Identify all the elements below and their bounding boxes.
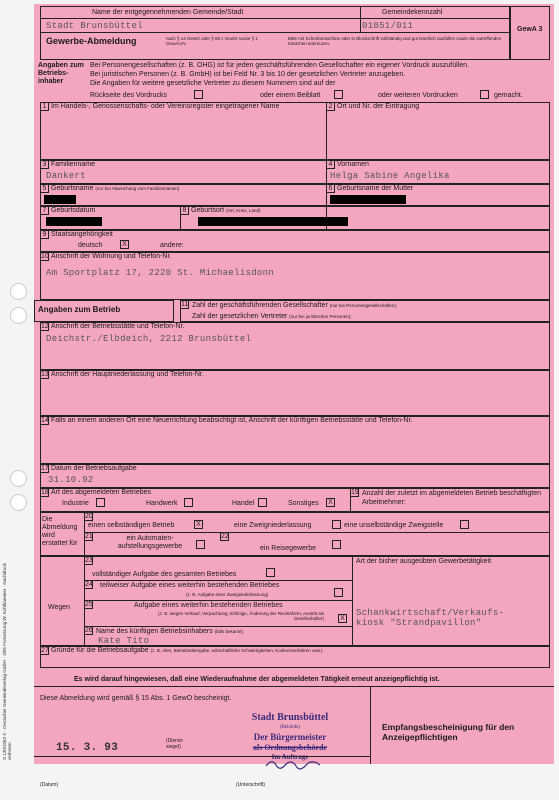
gemeinde-value[interactable]: Stadt Brunsbüttel bbox=[46, 21, 143, 31]
legal-ref: nach § 14 GewO oder § 55 c GewO sowie § 1 GewAnzV bbox=[166, 36, 258, 46]
stamp-buergermeister: Der Bürgermeister bbox=[253, 732, 327, 742]
field-24-label: teilweiser Aufgabe eines weiterhin bestehenden Betriebes bbox=[100, 582, 280, 589]
handwerk-checkbox[interactable] bbox=[184, 498, 193, 507]
handel-checkbox[interactable] bbox=[258, 498, 267, 507]
datum-label: (Datum) bbox=[40, 782, 59, 788]
form-code-box bbox=[510, 6, 550, 60]
familienname-value[interactable]: Dankert bbox=[46, 171, 86, 181]
field-2-label: Ort und Nr. der Eintragung bbox=[337, 103, 420, 110]
fields-3-4-box bbox=[40, 160, 550, 184]
erstattet-label: Die Abmeldung wird erstattet für bbox=[42, 516, 78, 547]
punch-hole bbox=[10, 470, 27, 487]
field-14-label: Falls an einem anderen Ort eine Neuerrichtung beabsichtigt ist, Anschrift der künftigen Betriebsstätte und Telefon-Nr. bbox=[51, 417, 413, 424]
stamp-behoerde: (Behörde) bbox=[279, 725, 301, 730]
zweigstelle-checkbox[interactable] bbox=[460, 520, 469, 529]
field-17-label: Datum der Betriebsaufgabe bbox=[51, 465, 137, 472]
field-8-label: Geburtsort (Ort, Kreis, Land) bbox=[191, 207, 261, 214]
ausgeuebt-value-2[interactable]: kiosk "Strandpavillon" bbox=[356, 618, 482, 628]
automaten-checkbox[interactable] bbox=[196, 540, 205, 549]
vollstaendig-checkbox[interactable] bbox=[266, 568, 275, 577]
redaction-geburtsort bbox=[198, 217, 348, 226]
wiederaufnahme-notice: Es wird darauf hingewiesen, daß eine Wiederaufnahme der abgemeldeten Tätigkeit erneut anzeigepflichtig ist. bbox=[74, 676, 440, 683]
deutsch-label: deutsch bbox=[78, 242, 103, 249]
punch-hole bbox=[10, 494, 27, 511]
redaction-geburtsname bbox=[44, 195, 76, 204]
wohnung-value[interactable]: Am Sportplatz 17, 2220 St. Michaelisdonn bbox=[46, 268, 275, 278]
beiblatt-label: oder einem Beiblatt bbox=[260, 92, 321, 99]
field-4-label: Vornamen bbox=[337, 161, 369, 168]
fields-1-2-box bbox=[40, 102, 550, 160]
field-9-label: Staatsangehörigkeit bbox=[51, 231, 113, 238]
field-3-label: Familienname bbox=[51, 161, 95, 168]
side-print: S 130/1063 X · Deutscher Gemeindeverlag GmbH · 3/85 Fortsetzung W. Kohlhammer · Nachdruck verboten bbox=[2, 563, 12, 760]
intro-line3: Die Angaben für weitere gesetzliche Vertreter zu diesem Nummern sind auf der bbox=[90, 80, 336, 87]
field-20c-label: eine unselbständige Zweigstelle bbox=[344, 522, 444, 529]
gewerbe-abmeldung-form: GewA 3 Name der entgegennehmenden Gemeinde/Stadt Gemeindekennzahl Stadt Brunsbüttel 01051/011 Gewerbe-Abmeldung nach § 14 GewO oder § 55 c GewO sowie § 1 GewAnzV Bitte mit Schreibmaschine oder in Blockschrift vollständig und gut leserlich ausfüllen sowie die zutreffenden Kästchen ankreuzen. Angaben zum Betriebs-inhaber Bei Personengesellschaften (z. B. OHG) ist für jeden geschäftsführenden Gesellschafter ein eigener Vordruck auszufüllen. Bei juristischen Personen (z. B. GmbH) ist bei Feld Nr. 3 bis 10 der gesetzlichen Vertreter anzugeben. Die Angaben für weitere gesetzliche Vertreter zu diesem Nummern sind auf der Rückseite des Vordrucks oder einem Beiblatt oder weiteren Vordrucken gemacht. 1 Im Handels-, Genossenschafts- oder Vereinsregister eingetragener Name 2 Ort und Nr. der Eintragung 3 Familienname Dankert 4 Vornamen Helga Sabine Angelika 5 Geburtsname (nur bei Abweichung vom Familiennamen) 6 Geburtsname der Mutter 7 Geburtsdatum 8 Geburtsort (Ort, Kreis, Land) 9 Staatsangehörigkeit deutsch X andere: 10 Anschrift der Wohnung und Telefon-Nr. Am Sportplatz 17, 2220 St. Michaelisdonn Angaben zum Betrieb 11 Zahl der geschäftsführenden Gesellschafter (nur bei Personengesellschaften); Zahl der gesetzlichen Vertreter (nur bei juristischen Personen); 12 Anschrift der Betriebsstätte und Telefon-Nr. Deichstr./Elbdeich, 2212 Brunsbüttel 13 Anschrift der Hauptniederlassung und Telefon-Nr. 14 Falls an einem anderen Ort eine Neuerrichtung beabsichtigt ist, Anschrift der künftigen Betriebsstätte und Telefon-Nr. 17 Datum der Betriebsaufgabe 31.10.92 18 Art des abgemeldeten Betriebes Industrie Handwerk Handel Sonstiges X 19 Anzahl der zuletzt im abgemeldeten Betrieb beschäftigten Arbeitnehmer: Die Abmeldung wird erstattet für 20 einen selbständigen Betrieb X eine Zweigniederlassung eine unselbständige Zweigstelle 21 ein Automaten-aufstellungsgewerbe 22 ein Reisegewerbe Wegen 23 vollständiger Aufgabe des gesamten Betriebes 24 teilweiser Aufgabe eines weiterhin bestehenden Betriebes (z. B. Aufgabe einer Zweigniederlassung) 25 Aufgabe eines weiterhin bestehenden Betriebes (z. B. wegen Verkauf, Verpachtung, Erbfolge, Änderung der Rechtsform, Austritt als Gesellschafter) X Art der bisher ausgeübten Gewerbetätigkeit Schankwirtschaft/Verkaufs- kiosk "Strandpavillon" 26 Name des künftigen Betriebsinhabers (falls bekannt) Kate Tito 27 Gründe für die Betriebsaufgabe (z. B. Alter, Betriebsübergabe, wirtschaftliche Schwierigkeiten, Konkursverfahren usw.) Es wird darauf hingewiesen, daß eine Wiederaufnahme der abgemeldeten Tätigkeit erneut anzeigepflichtig ist. Diese Abmeldung wird gemäß § 15 Abs. 1 GewO bescheinigt. 15. 3. 93 (Dienst-siegel) Stadt Brunsbüttel (Behörde) Der Bürgermeister als Ordnungsbehörde Im Auftrage Empfangsbescheinigung für den Anzeigepflichtigen bbox=[34, 4, 554, 764]
field-25-label: Aufgabe eines weiterhin bestehenden Betriebes bbox=[134, 602, 283, 609]
field-26-label: Name des künftigen Betriebsinhabers (falls bekannt) bbox=[96, 628, 243, 635]
punch-hole bbox=[10, 307, 27, 324]
field-25-note: (z. B. wegen Verkauf, Verpachtung, Erbfolge, Änderung der Rechtsform, Austritt als Gesellschafter) bbox=[158, 611, 324, 621]
field-23-label: vollständiger Aufgabe des gesamten Betriebes bbox=[92, 571, 237, 578]
field-9-box bbox=[40, 230, 550, 252]
industrie-label: Industrie bbox=[62, 500, 89, 507]
redaction-geburtsdatum bbox=[46, 217, 102, 226]
unterschrift-label: (Unterschrift) bbox=[236, 782, 265, 788]
field-19-label: Anzahl der zuletzt im abgemeldeten Betrieb beschäftigten Arbeitnehmer: bbox=[362, 490, 541, 506]
field-27-label: Gründe für die Betriebsaufgabe (z. B. Alter, Betriebsübergabe, wirtschaftliche Schwierigkeiten, Konkursverfahren usw.) bbox=[51, 647, 323, 654]
form-title: Gewerbe-Abmeldung bbox=[46, 36, 137, 46]
field-5-label: Geburtsname (nur bei Abweichung vom Familiennamen) bbox=[51, 185, 180, 192]
dienstsiegel-label: (Dienst-siegel) bbox=[166, 738, 184, 750]
betriebsstaette-value[interactable]: Deichstr./Elbdeich, 2212 Brunsbüttel bbox=[46, 334, 252, 344]
rueckseite-label: Rückseite des Vordrucks bbox=[90, 92, 168, 99]
intro-line2: Bei juristischen Personen (z. B. GmbH) ist bei Feld Nr. 3 bis 10 der gesetzlichen Vertreter anzugeben. bbox=[90, 71, 406, 78]
handel-label: Handel bbox=[232, 500, 255, 507]
reisegewerbe-checkbox[interactable] bbox=[332, 540, 341, 549]
zweigniederlassung-checkbox[interactable] bbox=[332, 520, 341, 529]
selbstaendig-checkbox[interactable]: X bbox=[194, 520, 203, 529]
bescheinigung-text: Diese Abmeldung wird gemäß § 15 Abs. 1 GewO bescheinigt. bbox=[40, 695, 232, 702]
wegen-label: Wegen bbox=[48, 604, 71, 611]
field-11a-label: Zahl der geschäftsführenden Gesellschafter (nur bei Personengesellschaften); bbox=[192, 302, 398, 309]
field-21-label: ein Automaten-aufstellungsgewerbe bbox=[117, 535, 183, 550]
stadt-stamp: Stadt Brunsbüttel bbox=[251, 712, 329, 723]
industrie-checkbox[interactable] bbox=[96, 498, 105, 507]
ausgeuebt-label: Art der bisher ausgeübten Gewerbetätigkeit bbox=[356, 558, 492, 565]
stamp-ordnungsbehoerde: als Ordnungsbehörde bbox=[252, 743, 328, 752]
redaction-mutter bbox=[330, 195, 406, 204]
andere-label: andere: bbox=[160, 242, 184, 249]
field-6-label: Geburtsname der Mutter bbox=[337, 185, 414, 192]
field-13-label: Anschrift der Hauptniederlassung und Telefon-Nr. bbox=[51, 371, 204, 378]
empfangsbescheinigung-title: Empfangsbescheinigung für den Anzeigepflichtigen bbox=[382, 722, 515, 742]
stamp-auftrage: Im Auftrage bbox=[271, 753, 309, 761]
handwerk-label: Handwerk bbox=[146, 500, 178, 507]
kennzahl-value[interactable]: 01051/011 bbox=[362, 21, 414, 31]
field-20b-label: eine Zweigniederlassung bbox=[234, 522, 312, 529]
intro-line1: Bei Personengesellschaften (z. B. OHG) ist für jeden geschäftsführenden Gesellschafter ein eigener Vordruck auszufüllen. bbox=[90, 62, 469, 69]
beiblatt-checkbox[interactable] bbox=[334, 90, 343, 99]
field-20a-label: einen selbständigen Betrieb bbox=[88, 522, 175, 529]
field-12-label: Anschrift der Betriebsstätte und Telefon-Nr. bbox=[51, 323, 185, 330]
gemacht-label: gemacht. bbox=[494, 92, 523, 99]
field-11b-label: Zahl der gesetzlichen Vertreter (nur bei juristischen Personen); bbox=[192, 313, 352, 320]
sonstiges-label: Sonstiges bbox=[288, 500, 319, 507]
vornamen-value[interactable]: Helga Sabine Angelika bbox=[330, 171, 450, 181]
kuenftiger-inhaber-value[interactable]: Kate Tito bbox=[98, 636, 150, 646]
kennzahl-label: Gemeindekennzahl bbox=[382, 9, 443, 16]
stamp-date: 15. 3. 93 bbox=[56, 742, 119, 754]
rueckseite-checkbox[interactable] bbox=[194, 90, 203, 99]
field-7-label: Geburtsdatum bbox=[51, 207, 96, 214]
inhaber-side-label: Angaben zum Betriebs-inhaber bbox=[38, 62, 84, 85]
field-24-note: (z. B. Aufgabe einer Zweigniederlassung) bbox=[186, 592, 269, 597]
field-1-label: Im Handels-, Genossenschafts- oder Vereinsregister eingetragener Name bbox=[51, 103, 280, 110]
form-instruction: Bitte mit Schreibmaschine oder in Blockschrift vollständig und gut leserlich ausfüllen sowie die zutreffenden Kästchen ankreuzen. bbox=[288, 36, 502, 46]
teilweise-checkbox[interactable] bbox=[334, 588, 343, 597]
field-18-label: Art des abgemeldeten Betriebes bbox=[51, 489, 152, 496]
form-code: GewA 3 bbox=[517, 26, 543, 33]
punch-hole bbox=[10, 283, 27, 300]
weitere-checkbox[interactable] bbox=[480, 90, 489, 99]
signature-mark bbox=[264, 756, 324, 770]
gemeinde-label: Name der entgegennehmenden Gemeinde/Stadt bbox=[92, 9, 244, 16]
ausgeuebt-value-1[interactable]: Schankwirtschaft/Verkaufs- bbox=[356, 608, 505, 618]
field-10-label: Anschrift der Wohnung und Telefon-Nr. bbox=[51, 253, 172, 260]
betrieb-heading: Angaben zum Betrieb bbox=[38, 305, 121, 314]
sonstiges-checkbox[interactable]: X bbox=[326, 498, 335, 507]
deutsch-checkbox[interactable]: X bbox=[120, 240, 129, 249]
weiterhin-checkbox[interactable]: X bbox=[338, 614, 347, 623]
field-22-label: ein Reisegewerbe bbox=[260, 545, 317, 552]
weitere-label: oder weiteren Vordrucken bbox=[378, 92, 458, 99]
aufgabe-datum-value[interactable]: 31.10.92 bbox=[48, 475, 94, 485]
